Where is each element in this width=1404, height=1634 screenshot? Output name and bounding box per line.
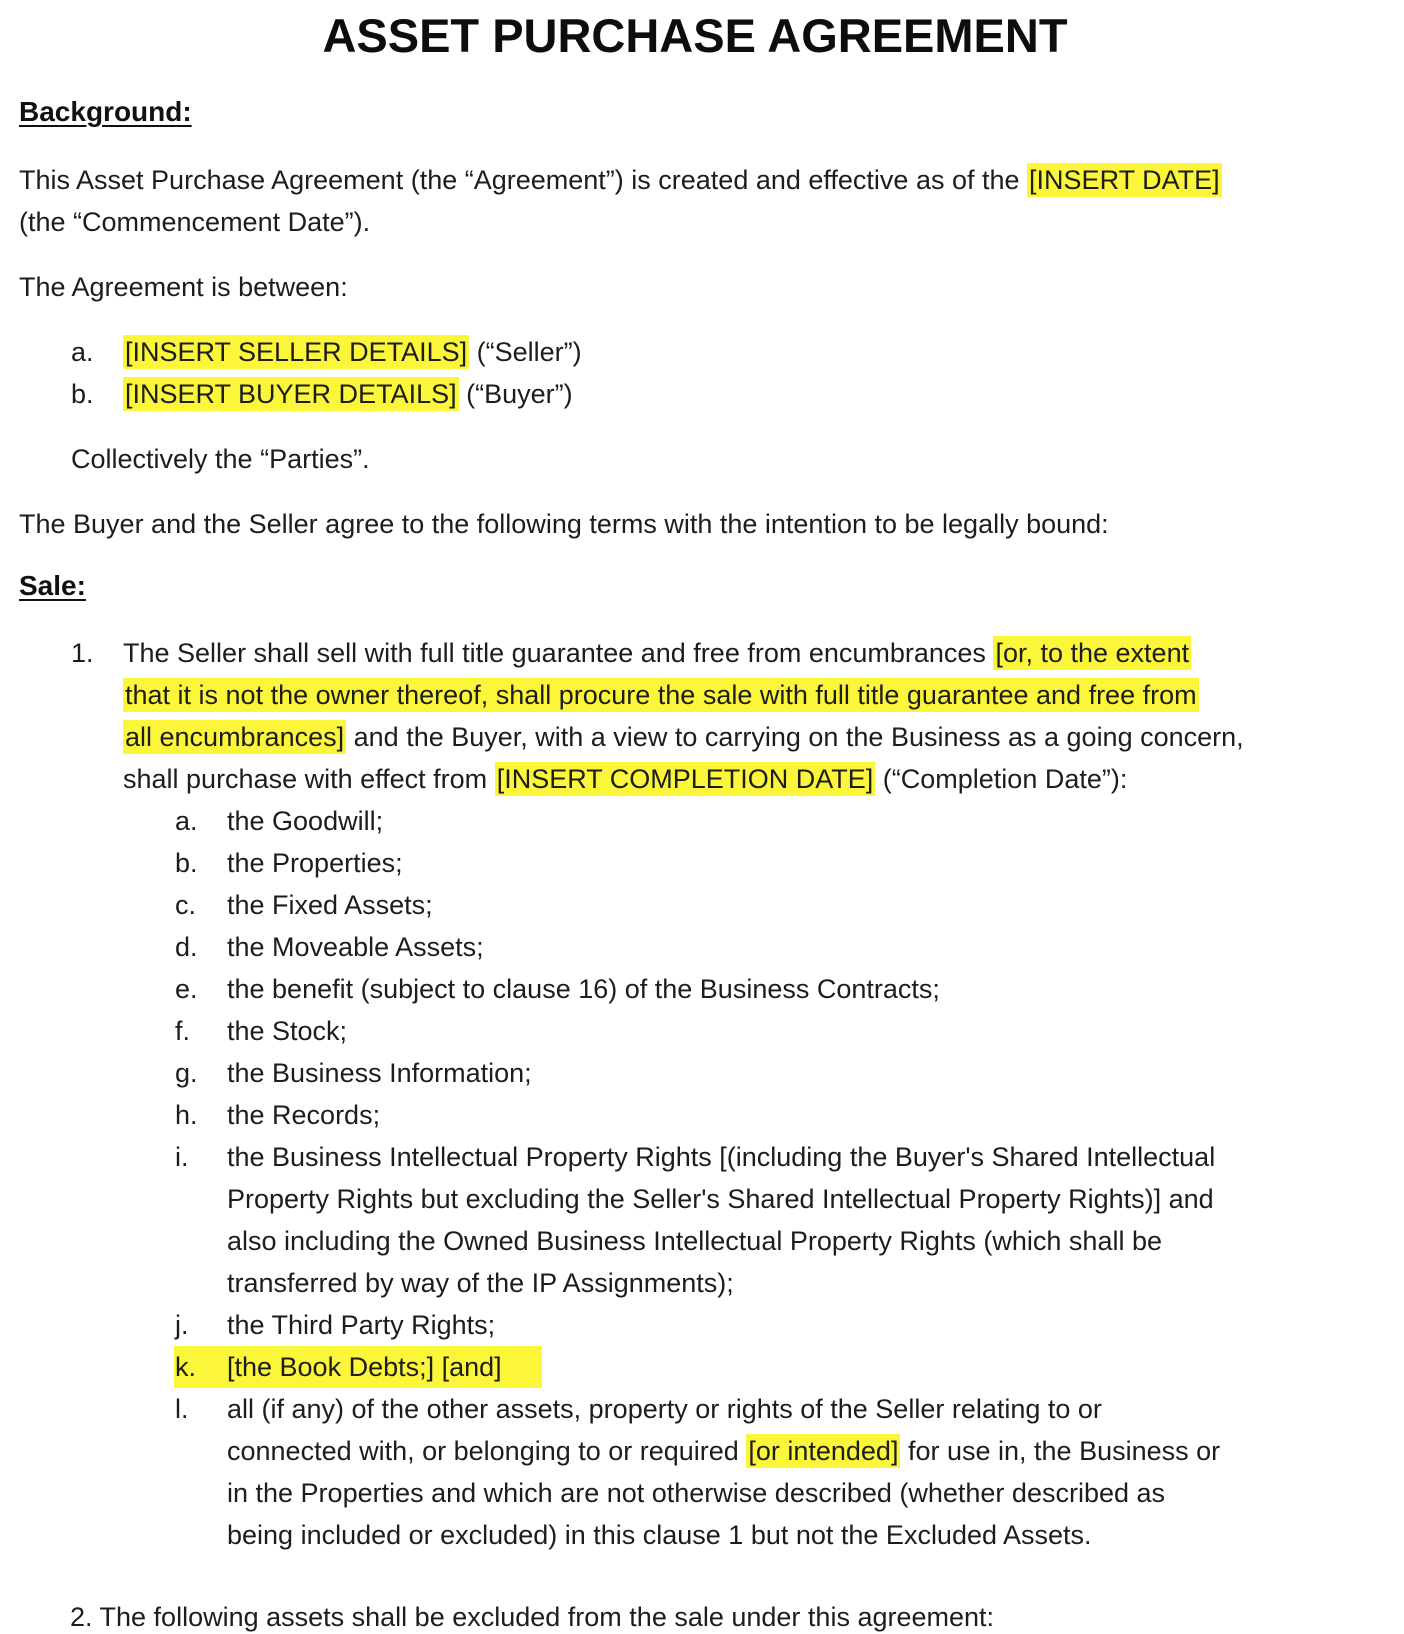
item-l-line-4: being included or excluded) in this clause 1 but not the Excluded Assets. — [227, 1520, 1092, 1550]
intro-text: This Asset Purchase Agreement (the “Agreement”) is created and effective as of the — [19, 165, 1020, 195]
item-i-line-1: the Business Intellectual Property Rights [(including the Buyer's Shared Intellectual — [227, 1142, 1216, 1172]
item-text-g: the Business Information; — [227, 1058, 532, 1088]
item-text-a: the Goodwill; — [227, 806, 384, 836]
clause-1-line-4 — [123, 762, 1127, 796]
insert-date-placeholder: [INSERT DATE] — [1029, 165, 1220, 195]
agree-line: The Buyer and the Seller agree to the following terms with the intention to be legally bound: — [19, 509, 1109, 539]
item-i-line-4: transferred by way of the IP Assignments); — [227, 1268, 734, 1298]
item-marker-l: l. — [175, 1394, 189, 1424]
party-marker-a: a. — [71, 337, 94, 367]
item-marker-g: g. — [175, 1058, 198, 1088]
item-marker-f: f. — [175, 1016, 191, 1046]
clause-1-highlight-3: all encumbrances] — [125, 722, 345, 752]
item-text-f: the Stock; — [227, 1016, 348, 1046]
party-buyer — [123, 377, 573, 411]
item-text-k: [the Book Debts;] [and] — [227, 1352, 502, 1382]
item-marker-a: a. — [175, 806, 198, 836]
party-marker-b: b. — [71, 379, 94, 409]
buyer-details-placeholder: [INSERT BUYER DETAILS] — [125, 379, 457, 409]
seller-role: (“Seller”) — [476, 337, 582, 367]
item-marker-j: j. — [175, 1310, 189, 1340]
item-marker-h: h. — [175, 1100, 198, 1130]
seller-details-placeholder: [INSERT SELLER DETAILS] — [125, 337, 468, 367]
item-l-line-2 — [227, 1434, 1220, 1468]
item-i-line-2: Property Rights but excluding the Seller's Shared Intellectual Property Rights)] and — [227, 1184, 1214, 1214]
clause-1-highlight-2: that it is not the owner thereof, shall procure the sale with full title guarantee and free from — [125, 680, 1197, 710]
sale-heading: Sale: — [19, 570, 86, 601]
item-text-c: the Fixed Assets; — [227, 890, 433, 920]
item-i-line-3: also including the Owned Business Intellectual Property Rights (which shall be — [227, 1226, 1162, 1256]
or-intended-highlight: [or intended] — [748, 1436, 899, 1466]
item-l-text-2b: for use in, the Business or — [907, 1436, 1221, 1466]
background-heading: Background: — [19, 96, 192, 127]
buyer-role: (“Buyer”) — [466, 379, 573, 409]
item-marker-d: d. — [175, 932, 198, 962]
clause-1-highlight-1: [or, to the extent — [995, 638, 1190, 668]
item-l-line-1: all (if any) of the other assets, property or rights of the Seller relating to or — [227, 1394, 1102, 1424]
intro-line-2: (the “Commencement Date”). — [19, 207, 371, 237]
intro-line-1 — [19, 163, 1222, 197]
item-marker-c: c. — [175, 890, 197, 920]
clause-1-line-3 — [123, 720, 1244, 754]
clause-1-marker: 1. — [71, 638, 94, 668]
clause-1-text-4: shall purchase with effect from — [123, 764, 488, 794]
item-marker-i: i. — [175, 1142, 189, 1172]
clause-1-line-2 — [123, 678, 1199, 712]
item-text-d: the Moveable Assets; — [227, 932, 484, 962]
clause-2-partial — [70, 1600, 1070, 1632]
party-seller — [123, 335, 582, 369]
item-text-j: the Third Party Rights; — [227, 1310, 496, 1340]
clause-1-text-3: and the Buyer, with a view to carrying on the Business as a going concern, — [353, 722, 1244, 752]
clause-1-line-1 — [123, 636, 1191, 670]
item-text-b: the Properties; — [227, 848, 403, 878]
item-marker-b: b. — [175, 848, 198, 878]
item-text-h: the Records; — [227, 1100, 381, 1130]
completion-date-placeholder: [INSERT COMPLETION DATE] — [496, 764, 874, 794]
clause-2-text: 2. The following assets shall be excluded from the sale under this agreement: — [70, 1602, 995, 1632]
item-l-line-3: in the Properties and which are not otherwise described (whether described as — [227, 1478, 1166, 1508]
collectively-line: Collectively the “Parties”. — [71, 444, 370, 474]
item-marker-k: k. — [175, 1352, 197, 1382]
clause-1-text-1: The Seller shall sell with full title guarantee and free from encumbrances — [123, 638, 986, 668]
item-text-e: the benefit (subject to clause 16) of the Business Contracts; — [227, 974, 940, 1004]
clause-1-tail: (“Completion Date”): — [882, 764, 1128, 794]
item-marker-e: e. — [175, 974, 198, 1004]
document-title: ASSET PURCHASE AGREEMENT — [322, 9, 1068, 62]
between-line: The Agreement is between: — [19, 272, 348, 302]
item-l-text-2a: connected with, or belonging to or required — [227, 1436, 739, 1466]
